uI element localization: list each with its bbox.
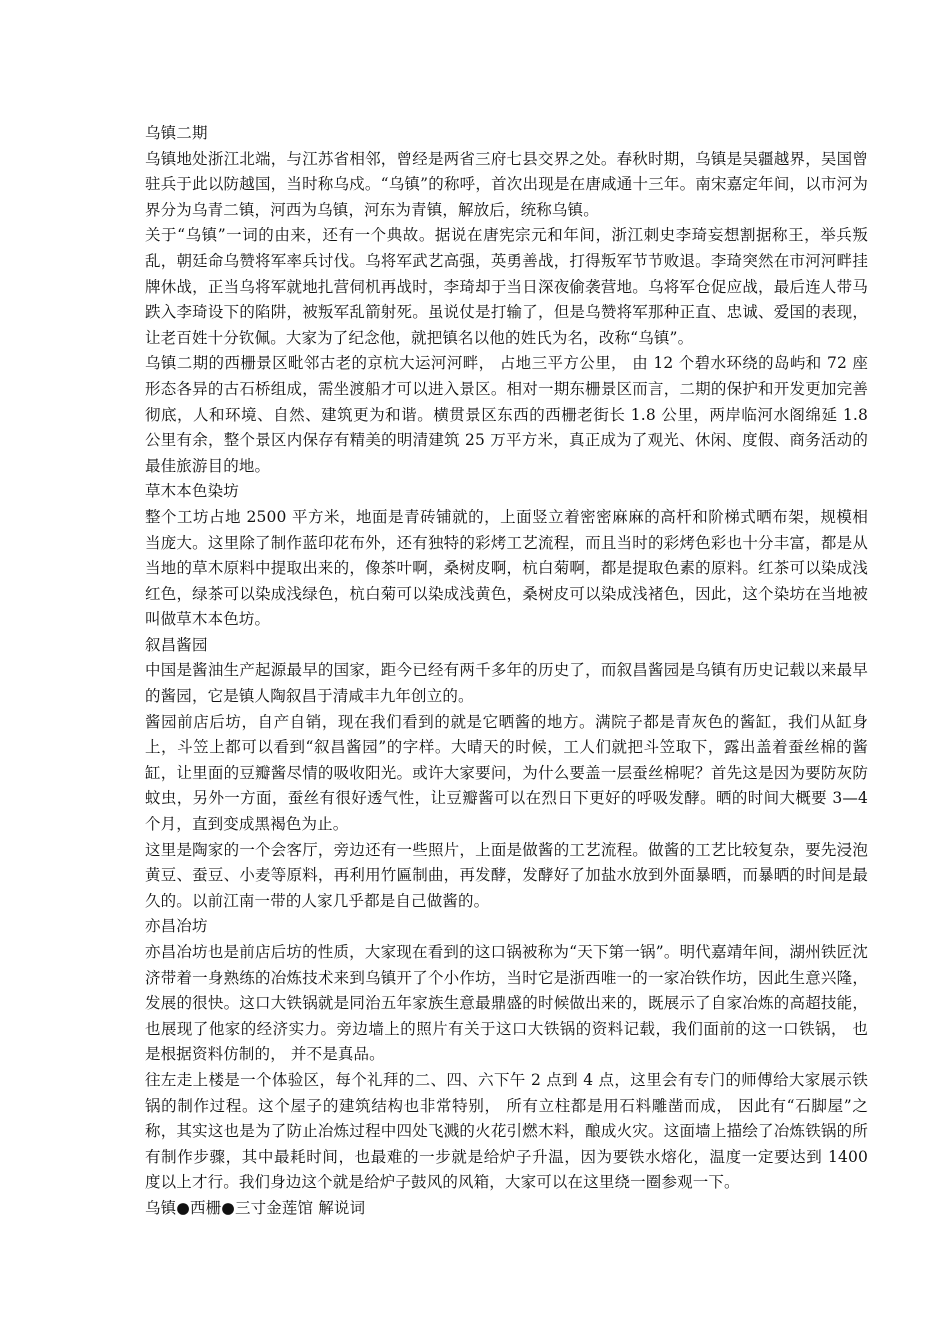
paragraph-dye-workshop: 整个工坊占地 2500 平方米，地面是青砖铺就的，上面竖立着密密麻麻的高杆和阶梯式晒布架，规模相当庞大。这里除了制作蓝印花布外，还有独特的彩烤工艺流程，而且当时的彩烤色彩也十分丰富，都是从当地的草木原料中提取出来的，像茶叶啊，桑树皮啊，杭白菊啊，都是提取色素的原料。红茶可以染成浅红色，绿茶可以染成浅绿色，杭白菊可以染成浅黄色，桑树皮可以染成浅褚色，因此，这个染坊在当地被叫做草木本色坊。 xyxy=(145,507,868,629)
paragraph-wuzhen-name-origin: 关于“乌镇”一词的由来，还有一个典故。据说在唐宪宗元和年间，浙江刺史李琦妄想割据称王，举兵叛乱，朝廷命乌赞将军率兵讨伐。乌将军武艺高强，英勇善战，打得叛军节节败退。李琦突然在市河河畔挂牌休战，正当乌将军就地扎营伺机再战时，李琦却于当日深夜偷袭营地。乌将军仓促应战，最后连人带马跌入李琦设下的陷阱，被叛军乱箭射死。虽说仗是打输了，但是乌赞将军那种正直、忠诚、爱国的表现，让老百姓十分钦佩。大家为了纪念他，就把镇名以他的姓氏为名，改称“乌镇”。 xyxy=(145,226,868,347)
paragraph-xizha-scenic-area: 乌镇二期的西栅景区毗邻古老的京杭大运河河畔， 占地三平方公里， 由 12 个碧水环绕的岛屿和 72 座形态各异的古石桥组成，需坐渡船才可以进入景区。相对一期东栅景区而言，二期的保护和开发更加完善彻底，人和环境、自然、建筑更为和谐。横贯景区东西的西栅老街长 1.8 公里，两岸临河水阁绵延 1.8 公里有余，整个景区内保存有精美的明清建筑 25 万平方米，真正成为了观光、休闲、度假、商务活动的最佳旅游目的地。 xyxy=(145,354,868,475)
paragraph-foundry-history: 亦昌冶坊也是前店后坊的性质，大家现在看到的这口锅被称为“天下第一锅”。明代嘉靖年间，湖州铁匠沈济带着一身熟练的冶炼技术来到乌镇开了个小作坊，当时它是浙西唯一的一家冶铁作坊，因此生意兴隆，发展的很快。这口大铁锅就是同治五年家族生意最鼎盛的时候做出来的，既展示了自家冶炼的高超技能，也展现了他家的经济实力。旁边墙上的照片有关于这口大铁锅的资料记载，我们面前的这一口铁锅， 也是根据资料仿制的， 并不是真品。 xyxy=(145,943,868,1064)
section-heading-yichang-foundry: 亦昌冶坊 xyxy=(145,917,208,936)
paragraph-sauce-process: 这里是陶家的一个会客厅，旁边还有一些照片，上面是做酱的工艺流程。做酱的工艺比较复杂，要先浸泡黄豆、蚕豆、小麦等原料，再利用竹匾制曲，再发酵，发酵好了加盐水放到外面暴晒，而暴晒的时间是最久的。以前江南一带的人家几乎都是自己做酱的。 xyxy=(145,840,868,910)
section-heading-lotus-museum: 乌镇●西栅●三寸金莲馆 解说词 xyxy=(145,1198,366,1217)
paragraph-foundry-experience: 往左走上楼是一个体验区，每个礼拜的二、四、六下午 2 点到 4 点，这里会有专门的师傅给大家展示铁锅的制作过程。这个屋子的建筑结构也非常特别， 所有立柱都是用石料雕凿而成， 因此有“石脚屋”之称，其实这也是为了防止冶炼过程中四处飞溅的火花引燃木料，酿成火灾。这面墙上描绘了冶炼铁锅的所有制作步骤，其中最耗时间，也最难的一步就是给炉子升温，因为要铁水熔化，温度一定要达到 1400 度以上才行。我们身边这个就是给炉子鼓风的风箱，大家可以在这里绕一圈参观一下。 xyxy=(145,1070,868,1192)
paragraph-sauce-drying: 酱园前店后坊，自产自销，现在我们看到的就是它晒酱的地方。满院子都是青灰色的酱缸，我们从缸身上，斗笠上都可以看到“叙昌酱园”的字样。大晴天的时候，工人们就把斗笠取下，露出盖着蚕丝棉的酱缸，让里面的豆瓣酱尽情的吸收阳光。或许大家要问，为什么要盖一层蚕丝棉呢？首先这是因为要防灰防蚊虫，另外一方面，蚕丝有很好透气性，让豆瓣酱可以在烈日下更好的呼吸发酵。晒的时间大概要 3—4 个月，直到变成黑褐色为止。 xyxy=(145,712,869,834)
document-body xyxy=(145,121,868,1222)
paragraph-wuzhen-location: 乌镇地处浙江北端，与江苏省相邻，曾经是两省三府七县交界之处。春秋时期，乌镇是吴疆越界，吴国曾驻兵于此以防越国，当时称乌戍。“乌镇”的称呼，首次出现是在唐咸通十三年。南宋嘉定年间，以市河为界分为乌青二镇，河西为乌镇，河东为青镇，解放后，统称乌镇。 xyxy=(145,149,868,219)
paragraph-sauce-history: 中国是酱油生产起源最早的国家，距今已经有两千多年的历史了，而叙昌酱园是乌镇有历史记载以来最早的酱园，它是镇人陶叙昌于清咸丰九年创立的。 xyxy=(145,661,868,706)
section-heading-xuchang-sauce: 叙昌酱园 xyxy=(145,635,208,654)
section-heading-dye-workshop: 草木本色染坊 xyxy=(145,482,239,501)
section-heading-wuzhen-phase2: 乌镇二期 xyxy=(145,124,208,142)
